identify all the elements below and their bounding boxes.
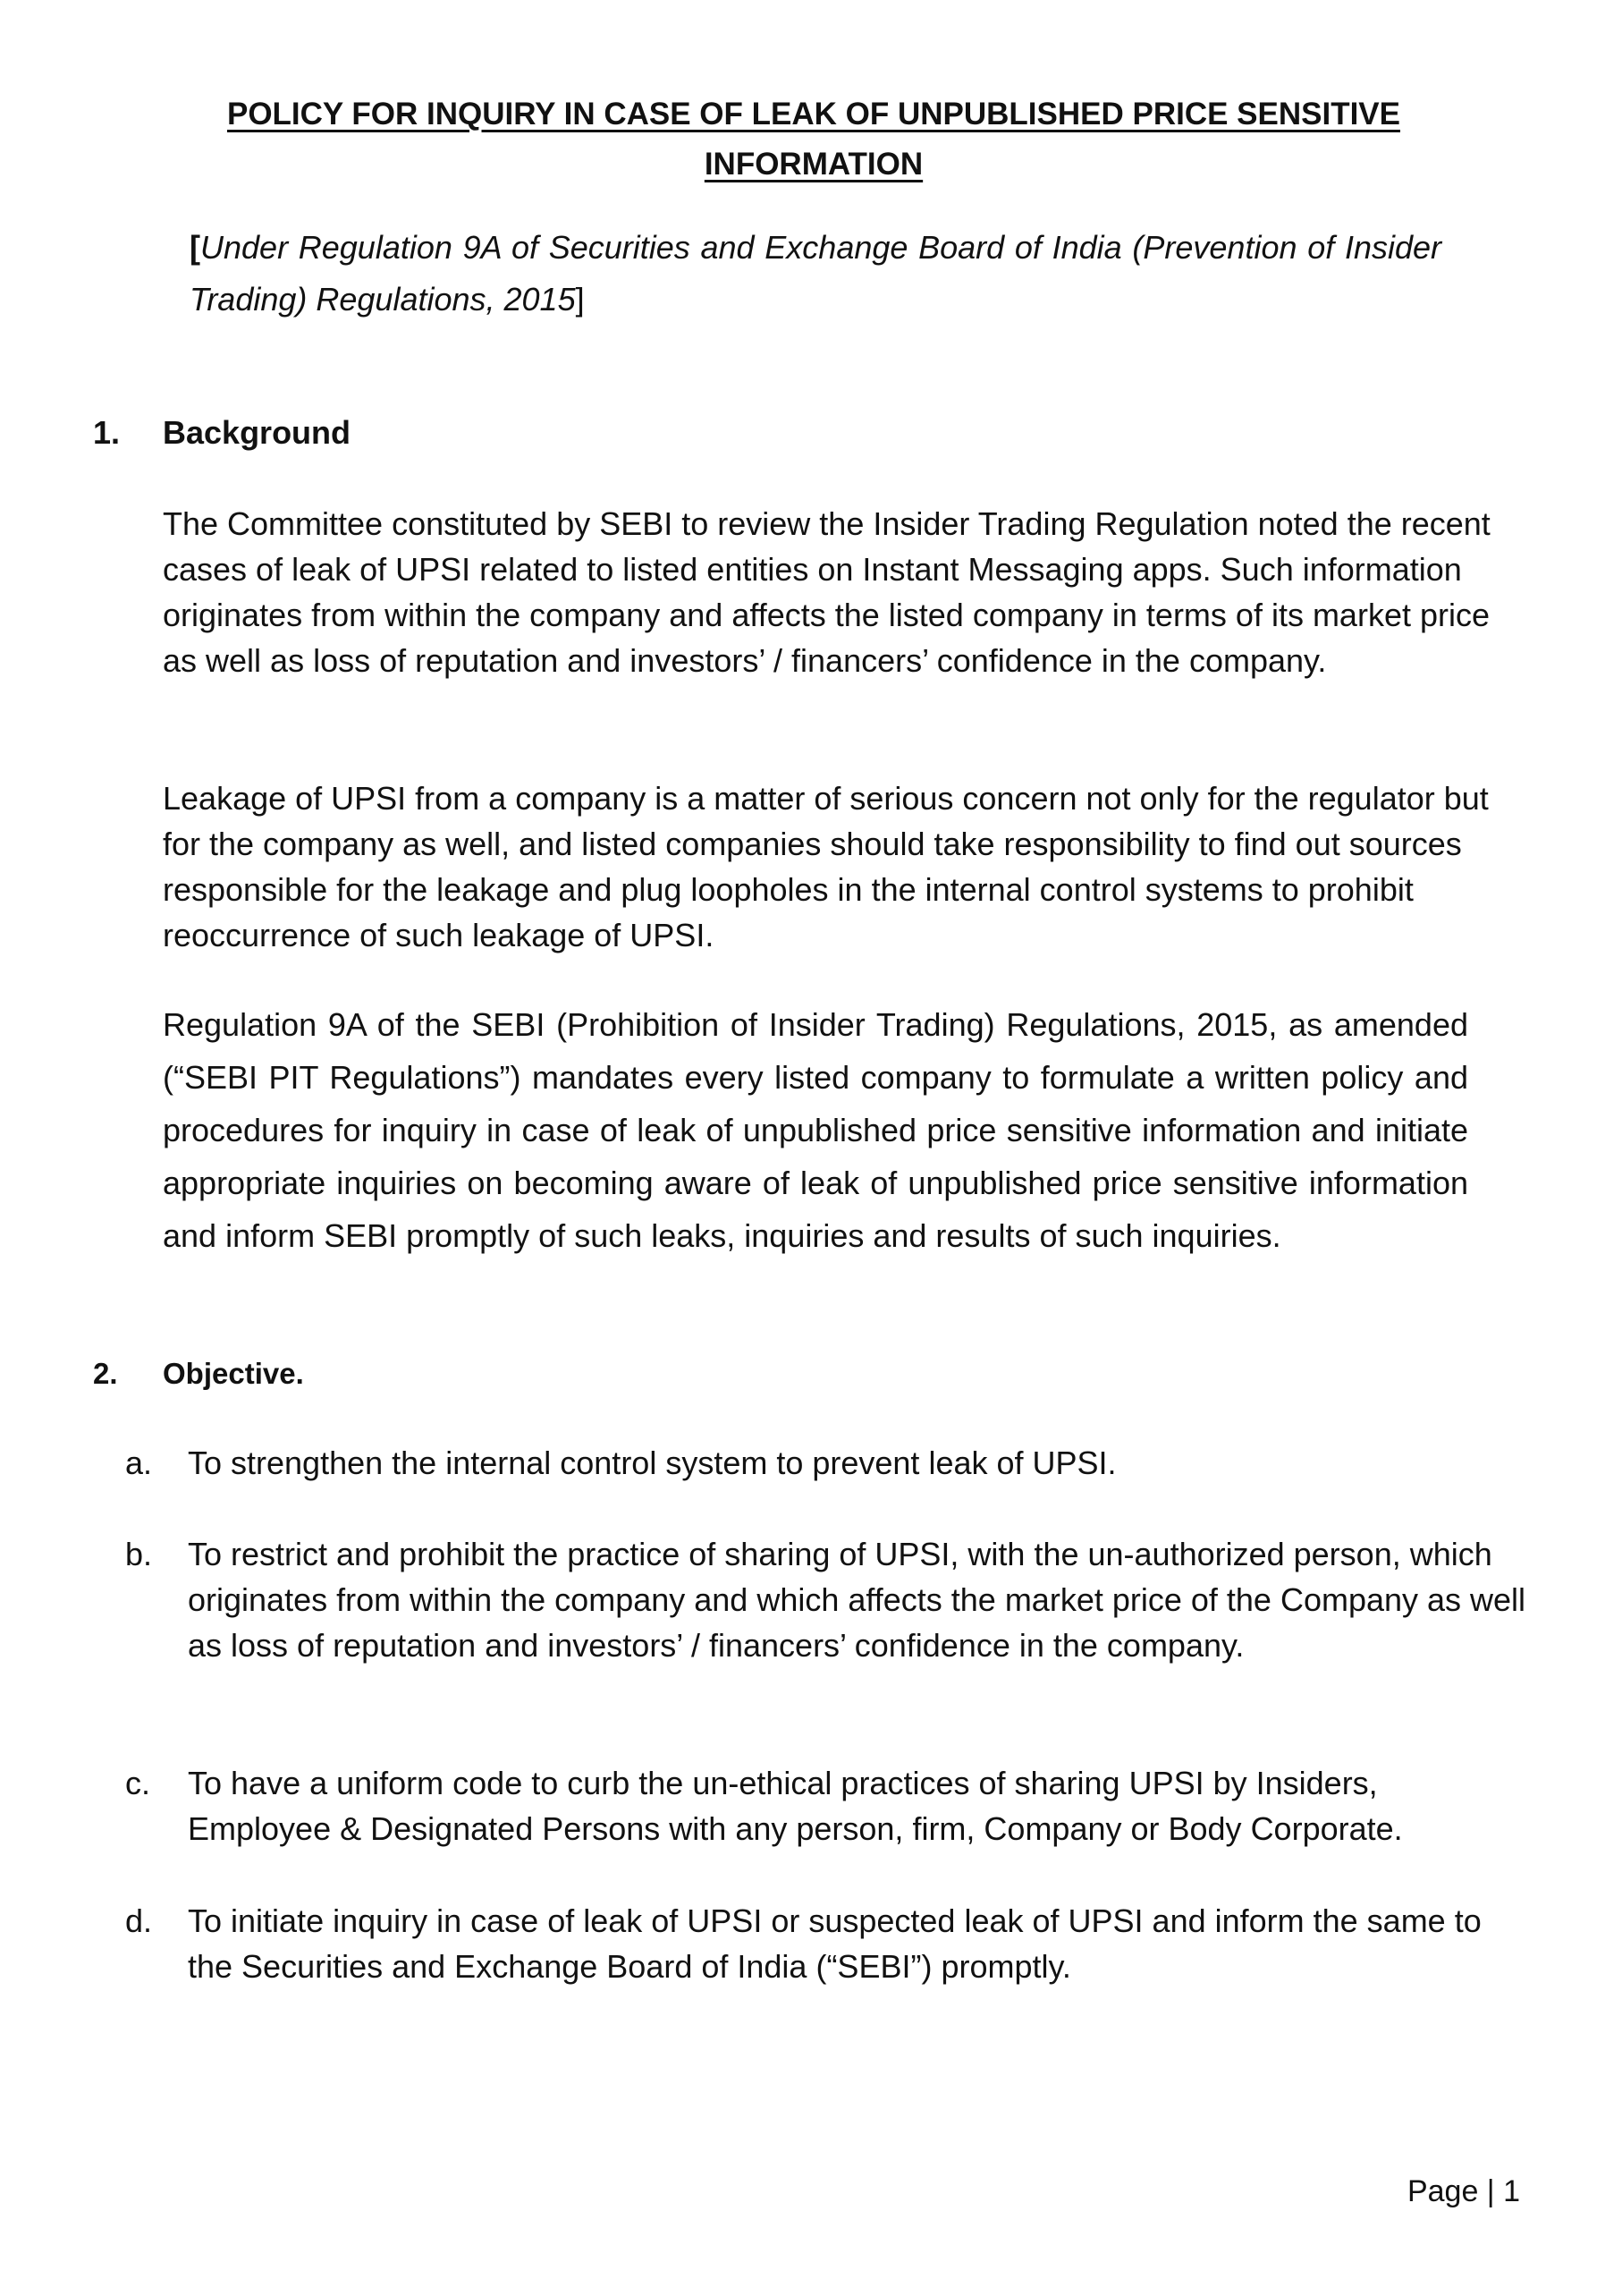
subtitle-open-bracket: [ — [190, 229, 200, 266]
background-paragraph-2: Leakage of UPSI from a company is a matter of serious concern not only for the regulator but for the company as well, and listed companies should take responsibility to find out sources responsible for the leakage and plug loopholes in the internal control systems to prohibit reoccurrence of such leakage of UPSI. — [163, 780, 1489, 953]
section-number: 2. — [93, 1357, 118, 1390]
objective-item-b — [125, 1531, 1526, 1719]
item-letter: c. — [125, 1765, 151, 1801]
page-number: Page | 1 — [1407, 2174, 1520, 2208]
section-title: Objective. — [163, 1357, 304, 1390]
objective-item-c — [125, 1760, 1520, 1853]
background-paragraph-3: Regulation 9A of the SEBI (Prohibition of Insider Trading) Regulations, 2015, as amended (“SEBI PIT Regulations”) mandates every listed company to formulate a written policy and procedures for inquiry in case of leak of unpublished price sensitive information and initiate appropriate inquiries on becoming aware of leak of unpublished price sensitive information and inform SEBI promptly of such leaks, inquiries and results of such inquiries. — [163, 1006, 1468, 1254]
section-number: 1. — [93, 414, 121, 451]
document-title — [161, 89, 1466, 190]
section-heading-background — [0, 411, 1622, 454]
objective-item-a — [125, 1440, 1520, 1487]
regulation-reference — [190, 222, 1441, 326]
item-letter: a. — [125, 1445, 153, 1481]
section-title: Background — [163, 414, 351, 451]
item-text: To restrict and prohibit the practice of sharing of UPSI, with the un-authorized person, which originates from within the company and which affects the market price of the Company as well as loss of reputation and investors’ / financers’ confidence in the company. — [188, 1536, 1526, 1664]
title-line-2: INFORMATION — [704, 147, 924, 182]
item-text: To strengthen the internal control system to prevent leak of UPSI. — [188, 1445, 1117, 1481]
title-line-1: POLICY FOR INQUIRY IN CASE OF LEAK OF UNPUBLISHED PRICE SENSITIVE — [226, 97, 1400, 131]
item-text: To initiate inquiry in case of leak of UPSI or suspected leak of UPSI and inform the same to the Securities and Exchange Board of India (“SEBI”) promptly. — [188, 1902, 1482, 1985]
subtitle-close-bracket: ] — [575, 281, 585, 318]
background-paragraph-1: The Committee constituted by SEBI to review the Insider Trading Regulation noted the recent cases of leak of UPSI related to listed entities on Instant Messaging apps. Such information originates from within the company and affects the listed company in terms of its market price as well as loss of reputation and investors’ / financers’ confidence in the company. — [163, 505, 1491, 679]
section-heading-objective — [0, 1352, 1622, 1395]
item-letter: b. — [125, 1536, 153, 1572]
item-letter: d. — [125, 1902, 153, 1939]
item-text: To have a uniform code to curb the un-ethical practices of sharing UPSI by Insiders, Employee & Designated Persons with any person, firm, Company or Body Corporate. — [188, 1765, 1403, 1847]
objective-item-d — [125, 1898, 1520, 1991]
subtitle-text: Under Regulation 9A of Securities and Exchange Board of India (Prevention of Insider Trading) Regulations, 2015 — [190, 229, 1441, 318]
